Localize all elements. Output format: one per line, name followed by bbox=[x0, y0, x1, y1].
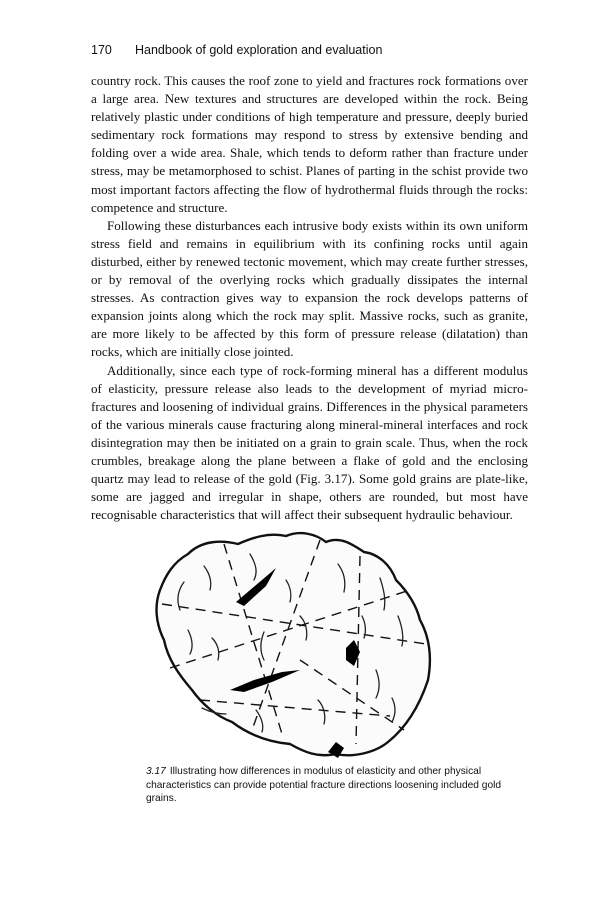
running-head bbox=[91, 43, 531, 57]
figure-number: 3.17 bbox=[146, 766, 166, 777]
rock-outline bbox=[157, 533, 430, 755]
page-number: 170 bbox=[91, 43, 112, 57]
paragraph: Additionally, since each type of rock-forming mineral has a different modulus of elasticity, pressure release also leads to the development of myriad micro-fractures and loosening of individual grains. Differences in the physical parameters of the various minerals cause fracturing along mineral-mineral interfaces and rock disintegration may then be initiated on a grain to grain scale. Thus, when the rock crumbles, breakage along the plane between a flake of gold and the enclosing quartz may lead to release of the gold (Fig. 3.17). Some gold grains are plate-like, some are jagged and irregular in shape, others are rounded, but most have recognisable characteristics that will affect their subsequent hydraulic behaviour. bbox=[91, 362, 528, 523]
rock-fragment-illustration bbox=[140, 520, 440, 760]
figure-caption bbox=[146, 765, 534, 806]
paragraph: Following these disturbances each intrusive body exists within its own uniform stress field and remains in equilibrium with its confining rocks until again disturbed, either by renewed tectonic movement, which may create further stresses, or by removal of the overlying rocks which gradually dissipates the internal stresses. As contraction gives way to expansion the rock develops patterns of expansion joints along which the rock may split. Massive rocks, such as granite, are more likely to be affected by this form of pressure release (dilatation) than rocks, which are initially close jointed. bbox=[91, 217, 528, 360]
body-text bbox=[91, 72, 528, 524]
figure-caption-text: Illustrating how differences in modulus of elasticity and other physical characteristics can provide potential fracture directions loosening included gold grains. bbox=[146, 766, 502, 805]
book-title: Handbook of gold exploration and evaluation bbox=[135, 43, 383, 57]
figure-rock-fragment bbox=[140, 520, 440, 760]
paragraph: country rock. This causes the roof zone to yield and fractures rock formations over a large area. New textures and structures are developed within the rock. Being relatively plastic under conditions of high temperature and pressure, deeply buried sedimentary rock formations may respond to stress by extensive bending and folding over a wide area. Shale, which tends to deform rather than fracture under stress, may be metamorphosed to schist. Planes of parting in the schist provide two most important factors affecting the flow of hydrothermal fluids through the rocks: competence and structure. bbox=[91, 73, 528, 215]
